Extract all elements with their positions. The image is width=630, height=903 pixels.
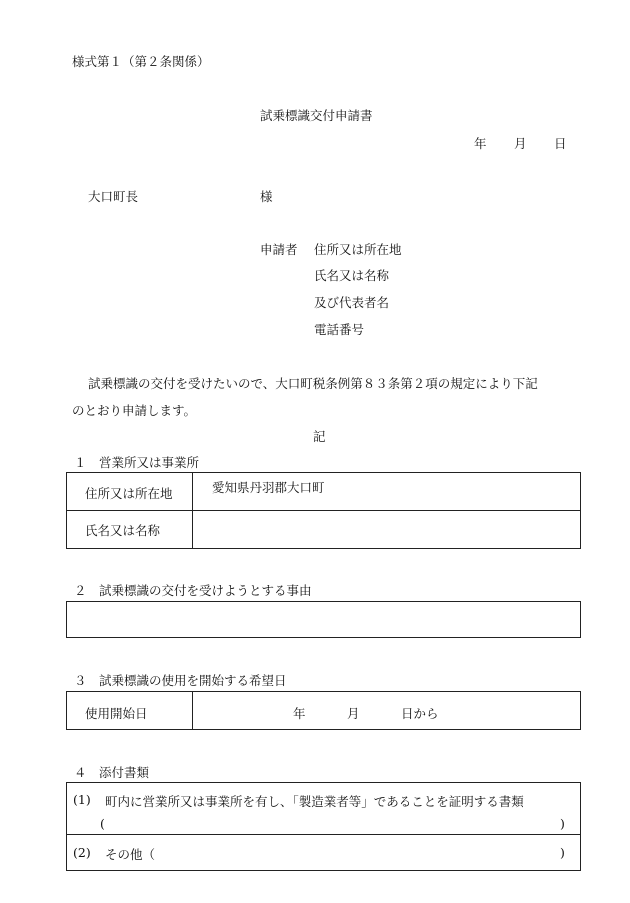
applicant-label: 申請者 xyxy=(260,242,298,257)
section3-heading: ３ 試乗標識の使用を開始する希望日 xyxy=(74,673,287,688)
applicant-representative-label: 及び代表者名 xyxy=(314,295,390,310)
applicant-phone-label: 電話番号 xyxy=(314,322,365,337)
section4-item1-open-paren: ( xyxy=(100,816,105,831)
date-year: 年 xyxy=(474,136,487,151)
section3-table xyxy=(66,691,581,730)
section1-row2-label: 氏名又は名称 xyxy=(85,523,161,538)
ki-marker: 記 xyxy=(313,429,326,444)
section3-month[interactable]: 月 xyxy=(347,706,360,721)
section1-row1-label: 住所又は所在地 xyxy=(85,486,173,501)
section1-heading: １ 営業所又は事業所 xyxy=(74,455,200,470)
section2-heading: ２ 試乗標識の交付を受けようとする事由 xyxy=(74,583,312,598)
section4-heading: ４ 添付書類 xyxy=(74,765,150,780)
form-number: 様式第１（第２条関係） xyxy=(72,54,210,69)
section3-year[interactable]: 年 xyxy=(293,706,306,721)
applicant-name-label: 氏名又は名称 xyxy=(314,268,390,283)
body-text-line-2: のとおり申請します。 xyxy=(72,403,197,418)
body-text-line-1: 試乗標識の交付を受けたいので、大口町税条例第８３条第２項の規定により下記 xyxy=(88,376,538,391)
addressee-honorific: 様 xyxy=(260,189,273,204)
section4-item1-text: 町内に営業所又は事業所を有し、「製造業者等」であることを証明する書類 xyxy=(105,794,524,809)
section4-item1-close-paren: ) xyxy=(560,816,565,831)
document-title: 試乗標識交付申請書 xyxy=(260,108,373,123)
section1-divider-h xyxy=(67,510,580,511)
date-day: 日 xyxy=(554,136,567,151)
section2-reason-box[interactable] xyxy=(66,601,581,638)
section4-table xyxy=(66,782,581,871)
section3-from[interactable]: 日から xyxy=(401,706,439,721)
date-month: 月 xyxy=(514,136,527,151)
section4-divider-h xyxy=(67,834,580,835)
section1-row1-value[interactable]: 愛知県丹羽郡大口町 xyxy=(212,480,325,495)
section3-label: 使用開始日 xyxy=(85,706,148,721)
section4-item2-text: その他（ xyxy=(105,847,156,862)
section1-table xyxy=(66,472,581,549)
section4-item2-close-paren: ) xyxy=(560,845,565,860)
section4-item2-number: (2) xyxy=(73,845,91,860)
addressee-name: 大口町長 xyxy=(88,189,139,204)
section3-divider-v xyxy=(192,692,193,729)
section4-item1-number: (1) xyxy=(73,792,91,807)
applicant-address-label: 住所又は所在地 xyxy=(314,242,402,257)
